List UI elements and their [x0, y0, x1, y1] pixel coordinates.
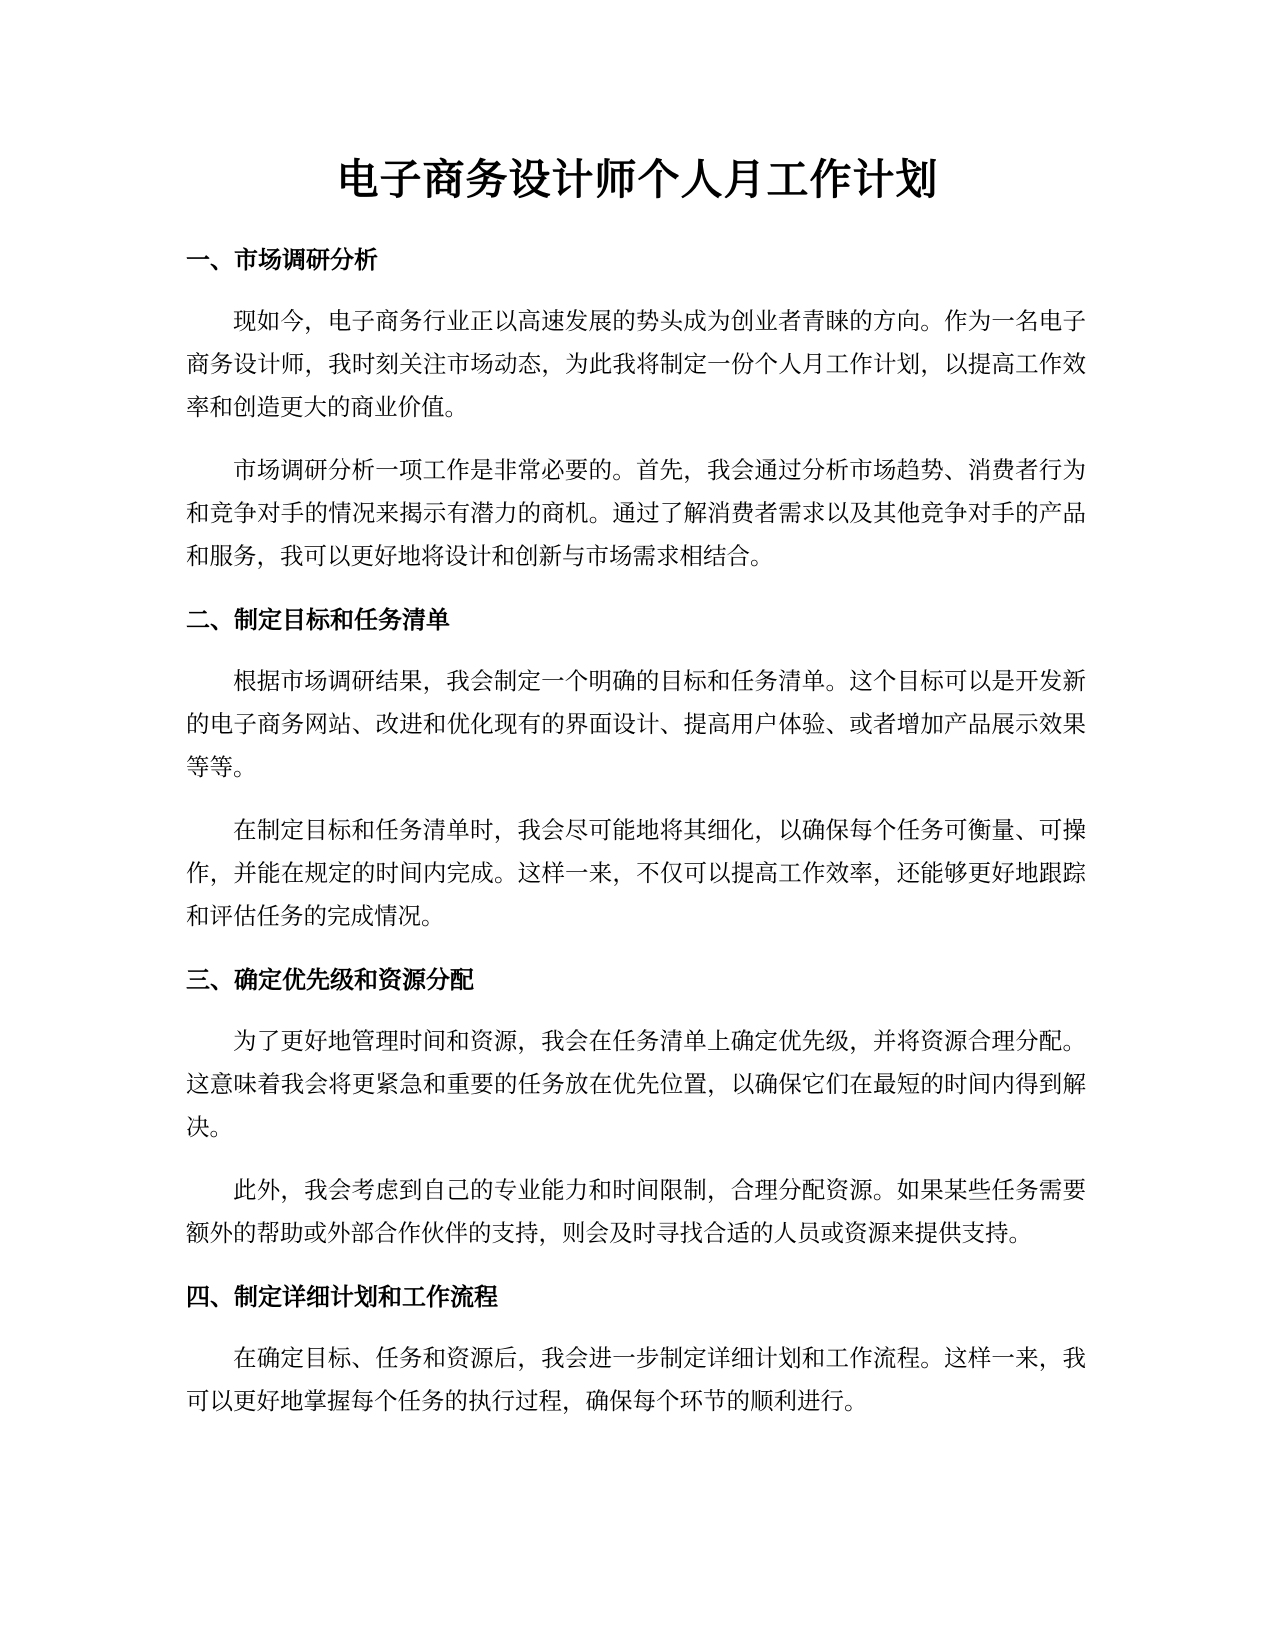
section-priority-and-resources — [186, 960, 1086, 1255]
paragraph: 在确定目标、任务和资源后，我会进一步制定详细计划和工作流程。这样一来，我可以更好地掌握每个任务的执行过程，确保每个环节的顺利进行。 — [186, 1344, 1086, 1415]
document-title: 电子商务设计师个人月工作计划 — [336, 155, 939, 204]
paragraph: 此外，我会考虑到自己的专业能力和时间限制，合理分配资源。如果某些任务需要额外的帮助或外部合作伙伴的支持，则会及时寻找合适的人员或资源来提供支持。 — [186, 1176, 1086, 1247]
paragraph: 在制定目标和任务清单时，我会尽可能地将其细化，以确保每个任务可衡量、可操作，并能在规定的时间内完成。这样一来，不仅可以提高工作效率，还能够更好地跟踪和评估任务的完成情况。 — [186, 816, 1086, 930]
paragraph: 现如今，电子商务行业正以高速发展的势头成为创业者青睐的方向。作为一名电子商务设计师，我时刻关注市场动态，为此我将制定一份个人月工作计划，以提高工作效率和创造更大的商业价值。 — [186, 307, 1086, 421]
paragraph: 市场调研分析一项工作是非常必要的。首先，我会通过分析市场趋势、消费者行为和竞争对手的情况来揭示有潜力的商机。通过了解消费者需求以及其他竞争对手的产品和服务，我可以更好地将设计和创新与市场需求相结合。 — [186, 456, 1086, 570]
section-goals-and-tasks — [186, 600, 1086, 938]
section-heading: 二、制定目标和任务清单 — [186, 606, 450, 634]
section-market-research — [186, 240, 1086, 578]
section-heading: 四、制定详细计划和工作流程 — [186, 1283, 498, 1311]
section-heading: 一、市场调研分析 — [186, 246, 378, 274]
paragraph: 为了更好地管理时间和资源，我会在任务清单上确定优先级，并将资源合理分配。这意味着我会将更紧急和重要的任务放在优先位置，以确保它们在最短的时间内得到解决。 — [186, 1027, 1086, 1141]
section-detailed-plan — [186, 1277, 1086, 1423]
document-body — [186, 240, 1086, 1445]
paragraph: 根据市场调研结果，我会制定一个明确的目标和任务清单。这个目标可以是开发新的电子商务网站、改进和优化现有的界面设计、提高用户体验、或者增加产品展示效果等等。 — [186, 667, 1086, 781]
section-heading: 三、确定优先级和资源分配 — [186, 966, 474, 994]
